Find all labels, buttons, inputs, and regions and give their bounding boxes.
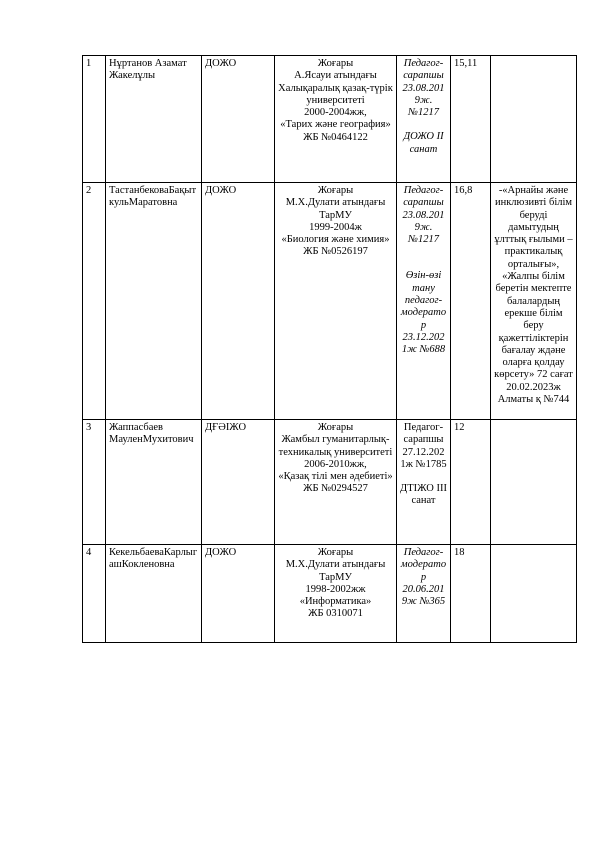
education-cell — [275, 183, 397, 420]
attestation-cell — [397, 420, 451, 545]
teacher-name: Нұртанов Азамат Жакелұлы — [106, 56, 202, 183]
education-level: Жоғары — [317, 58, 354, 69]
staff-table — [82, 55, 577, 643]
diploma-number: ЖБ 0310071 — [308, 608, 363, 620]
education-years: 2000-2004жж, — [304, 107, 367, 119]
education-cell — [275, 56, 397, 183]
experience: 15,11 — [451, 56, 491, 183]
education-level: Жоғары — [317, 422, 354, 433]
education-institution: Жамбыл гуманитарлық-техникалық университеті — [278, 434, 393, 458]
education-institution: А.Ясауи атындағы Халықаралық қазақ-түрік университеті — [278, 70, 393, 106]
attestation-primary: Педагог-сарапшы 23.08.2019ж. №1217 — [402, 58, 445, 119]
courses: -«Арнайы және инклюзивті білім беруді дамытудың ұлттық ғылыми – практикалық орталығы», «Жалпы білім беретін мектепте балалардың ерекше білім беру қажеттіліктерін бағалау ждәне оларға қолдау көрсету» 72 сағат 20.02.2023ж Алматы қ №744 — [491, 183, 577, 420]
experience: 18 — [451, 545, 491, 643]
table-row — [83, 420, 577, 545]
teacher-name: КекельбаеваКарлыгашКокленовна — [106, 545, 202, 643]
education-years: 1998-2002жж — [305, 583, 366, 595]
diploma-number: ЖБ №0526197 — [303, 246, 368, 258]
row-number: 4 — [83, 545, 106, 643]
education-years: 2006-2010жж, — [304, 458, 367, 470]
diploma-number: ЖБ №0294527 — [303, 483, 368, 495]
education-specialty: «Тарих және география» — [280, 119, 391, 131]
education-level: Жоғары — [317, 547, 354, 558]
diploma-number: ЖБ №0464122 — [303, 131, 368, 143]
attestation-cell — [397, 56, 451, 183]
education-specialty: «Қазақ тілі мен әдебиеті» — [278, 471, 393, 483]
courses — [491, 420, 577, 545]
education-cell — [275, 545, 397, 643]
courses — [491, 545, 577, 643]
experience: 12 — [451, 420, 491, 545]
table-row — [83, 183, 577, 420]
education-institution: М.Х.Дулати атындағы ТарМУ — [285, 559, 386, 583]
attestation-secondary: ДТІЖО III санат — [400, 483, 447, 507]
education-cell — [275, 420, 397, 545]
attestation-secondary: ДОЖО II санат — [403, 131, 444, 155]
education-specialty: «Биология және химия» — [281, 234, 390, 246]
attestation-primary: Педагог-модератор 20.06.2019ж №365 — [400, 547, 447, 608]
teacher-name: Жаппасбаев МауленМухитович — [106, 420, 202, 545]
category: ДОЖО — [202, 545, 275, 643]
experience: 16,8 — [451, 183, 491, 420]
attestation-secondary: Өзін-өзі тану педагог-модератор 23.12.2021ж №688 — [400, 270, 447, 356]
teacher-name: ТастанбековаБақыткульМаратовна — [106, 183, 202, 420]
courses — [491, 56, 577, 183]
table-row — [83, 56, 577, 183]
table-row — [83, 545, 577, 643]
category: ДҒӘІЖО — [202, 420, 275, 545]
education-level: Жоғары — [317, 185, 354, 196]
attestation-cell — [397, 545, 451, 643]
row-number: 2 — [83, 183, 106, 420]
education-specialty: «Информатика» — [299, 596, 372, 608]
education-institution: М.Х.Дулати атындағы ТарМУ — [285, 197, 386, 221]
attestation-primary: Педагог-сарапшы 27.12.2021ж №1785 — [400, 422, 447, 470]
education-years: 1999-2004ж — [309, 221, 362, 233]
row-number: 1 — [83, 56, 106, 183]
category: ДОЖО — [202, 183, 275, 420]
attestation-cell — [397, 183, 451, 420]
attestation-primary: Педагог-сарапшы 23.08.2019ж. №1217 — [402, 185, 445, 246]
row-number: 3 — [83, 420, 106, 545]
category: ДОЖО — [202, 56, 275, 183]
